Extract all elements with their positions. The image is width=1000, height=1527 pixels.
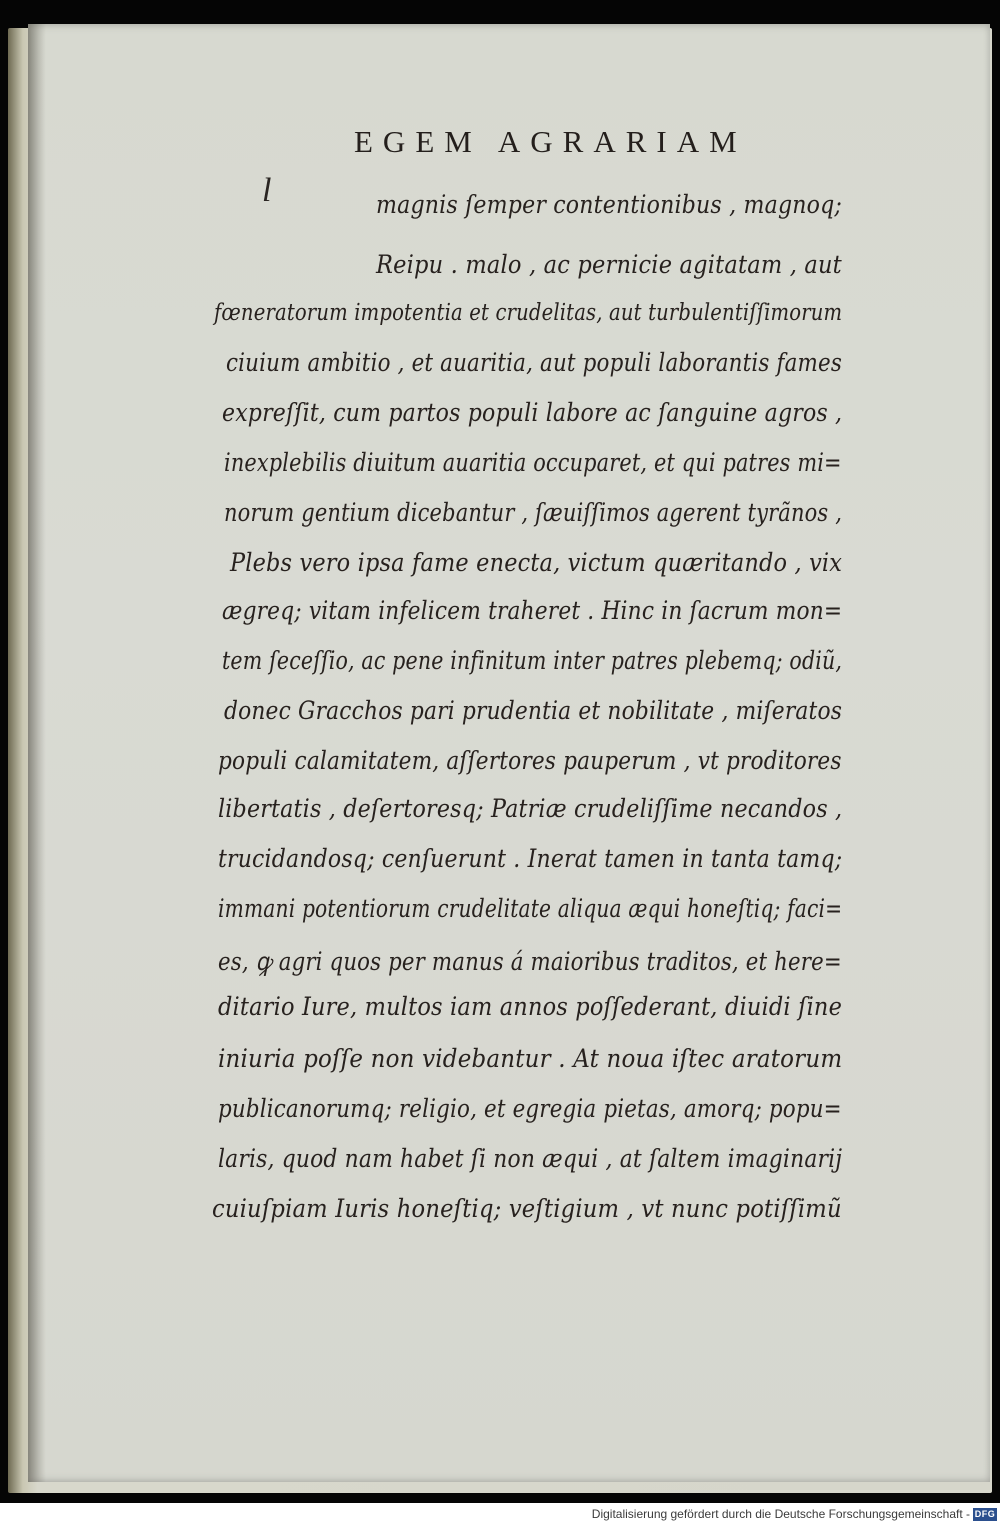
funding-credit: Digitalisierung gefördert durch die Deutsche Forschungsgemeinschaft - [591,1507,970,1521]
text-line: tem ſeceſſio, ac pene infinitum inter patres plebemq; odiũ, [222,646,843,675]
text-line: cuiuſpiam Iuris honeſtiq; veſtigium , vt nunc potiſſimũ [212,1194,842,1223]
text-line: trucidandosq; cenſuerunt . Inerat tamen in tanta tamq; [218,844,843,873]
digitization-footer [0,1503,1000,1527]
text-line: laris, quod nam habet ſi non æqui , at ſaltem imaginarij [218,1144,843,1173]
text-line: ditario Iure, multos iam annos poſſederant, diuidi ſine [218,992,843,1021]
text-line: inexplebilis diuitum auaritia occuparet, et qui patres mi= [224,448,842,477]
spine-shadow [28,24,46,1482]
text-line: immani potentiorum crudelitate aliqua æqui honeſtiq; faci= [218,894,843,923]
text-line: expreſſit, cum partos populi labore ac ſanguine agros , [222,398,843,427]
text-line: libertatis , deſertoresq; Patriæ crudeliſſime necandos , [218,794,843,823]
text-line: Plebs vero ipsa fame enecta, victum quæritando , vix [230,548,843,577]
text-line: ægreq; vitam infelicem traheret . Hinc in ſacrum mon= [222,596,843,625]
initial-guide-letter: l [262,172,272,209]
text-line: publicanorumq; religio, et egregia pietas, amorq; popu= [218,1094,842,1123]
text-line: magnis ſemper contentionibus , magnoq; [376,190,843,219]
text-line: donec Gracchos pari prudentia et nobilitate , miſeratos [224,696,843,725]
page-heading: EGEM AGRARIAM [354,124,747,159]
text-line: Reipu . malo , ac pernicie agitatam , aut [376,250,842,279]
text-line: ciuium ambitio , et auaritia, aut populi laborantis fames [226,348,842,377]
text-line: fœneratorum impotentia et crudelitas, aut turbulentiſſimorum [214,298,843,326]
text-line: norum gentium dicebantur , ſæuiſſimos agerent tyrãnos , [224,498,843,527]
text-line: es, ꝙ agri quos per manus á maioribus traditos, et here= [218,947,842,976]
dfg-logo: DFG [974,1509,996,1519]
text-line: iniuria poſſe non videbantur . At noua iſtec aratorum [218,1044,843,1073]
text-line: populi calamitatem, aſſertores pauperum , vt proditores [218,746,842,775]
